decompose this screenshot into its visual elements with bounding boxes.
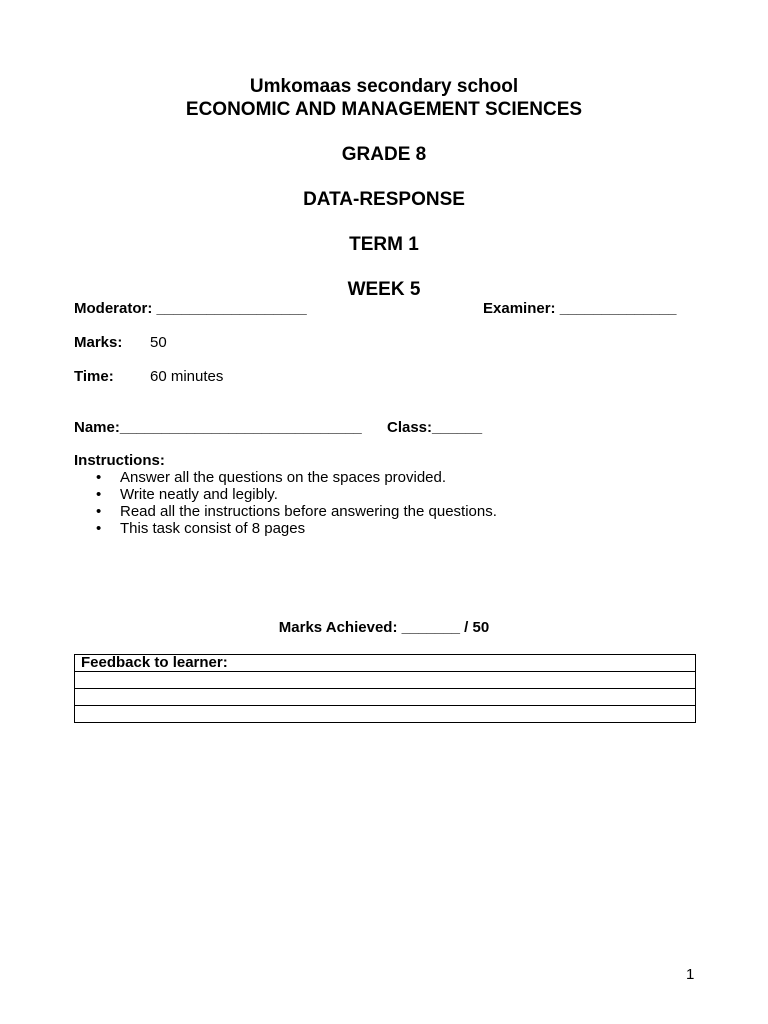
page-number: 1 <box>686 966 695 983</box>
instructions-list <box>74 469 497 537</box>
term-heading: TERM 1 <box>349 234 419 255</box>
time-label: Time: <box>74 368 114 385</box>
instructions-title: Instructions: <box>74 452 165 469</box>
feedback-line <box>75 689 696 706</box>
instruction-item: • Read all the instructions before answering the questions. <box>120 503 497 520</box>
instruction-item: • Write neatly and legibly. <box>120 486 497 503</box>
task-type-heading: DATA-RESPONSE <box>303 189 465 210</box>
moderator-field: Moderator: __________________ <box>74 300 307 317</box>
week-heading: WEEK 5 <box>347 279 421 300</box>
feedback-line <box>75 706 696 723</box>
subject-title: ECONOMIC AND MANAGEMENT SCIENCES <box>185 99 583 120</box>
instruction-item: • Answer all the questions on the spaces provided. <box>120 469 497 486</box>
time-value: 60 minutes <box>150 368 224 385</box>
marks-label: Marks: <box>74 334 123 351</box>
feedback-title: Feedback to learner: <box>75 655 696 672</box>
feedback-table <box>74 654 696 723</box>
marks-achieved: Marks Achieved: _______ / 50 <box>278 619 490 636</box>
class-field: Class:______ <box>387 419 483 436</box>
grade-heading: GRADE 8 <box>341 144 427 165</box>
marks-value: 50 <box>150 334 167 351</box>
name-field: Name:_____________________________ <box>74 419 362 436</box>
feedback-line <box>75 672 696 689</box>
instruction-item: • This task consist of 8 pages <box>120 520 497 537</box>
school-name: Umkomaas secondary school <box>249 76 519 97</box>
examiner-field: Examiner: ______________ <box>483 300 677 317</box>
